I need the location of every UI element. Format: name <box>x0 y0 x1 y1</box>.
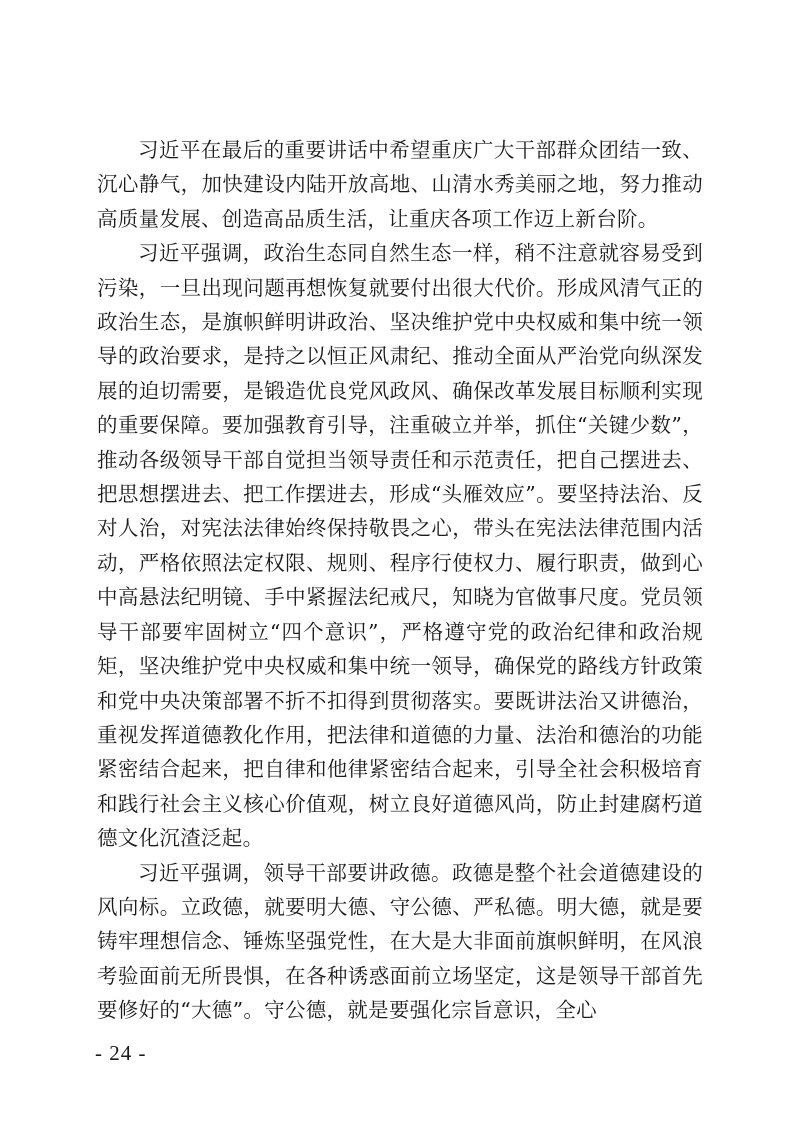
paragraph-3: 习近平强调，领导干部要讲政德。政德是整个社会道德建设的风向标。立政德，就要明大德、守公德、严私德。明大德，就是要铸牢理想信念、锤炼坚强党性，在大是大非面前旗帜鲜明，在风浪考验面前无所畏惧，在各种诱惑面前立场坚定，这是领导干部首先要修好的“大德”。守公德，就是要强化宗旨意识，全心 <box>97 860 703 1023</box>
body-text <box>97 133 703 1028</box>
paragraph-1: 习近平在最后的重要讲话中希望重庆广大干部群众团结一致、沉心静气，加快建设内陆开放高地、山清水秀美丽之地，努力推动高质量发展、创造高品质生活，让重庆各项工作迈上新台阶。 <box>97 138 703 231</box>
page-number: - 24 - <box>95 1041 147 1065</box>
paragraph-2: 习近平强调，政治生态同自然生态一样，稍不注意就容易受到污染，一旦出现问题再想恢复就要付出很大代价。形成风清气正的政治生态，是旗帜鲜明讲政治、坚决维护党中央权威和集中统一领导的政治要求，是持之以恒正风肃纪、推动全面从严治党向纵深发展的迫切需要，是锻造优良党风政风、确保改革发展目标顺利实现的重要保障。要加强教育引导，注重破立并举，抓住“关键少数”，推动各级领导干部自觉担当领导责任和示范责任，把自己摆进去、把思想摆进去、把工作摆进去，形成“头雁效应”。要坚持法治、反对人治，对宪法法律始终保持敬畏之心，带头在宪法法律范围内活动，严格依照法定权限、规则、程序行使权力、履行职责，做到心中高悬法纪明镜、手中紧握法纪戒尺，知晓为官做事尺度。党员领导干部要牢固树立“四个意识”，严格遵守党的政治纪律和政治规矩，坚决维护党中央权威和集中统一领导，确保党的路线方针政策和党中央决策部署不折不扣得到贯彻落实。要既讲法治又讲德治，重视发挥道德教化作用，把法律和道德的力量、法治和德治的功能紧密结合起来，把自律和他律紧密结合起来，引导全社会积极培育和践行社会主义核心价值观，树立良好道德风尚，防止封建腐朽道德文化沉渣泛起。 <box>97 241 703 851</box>
